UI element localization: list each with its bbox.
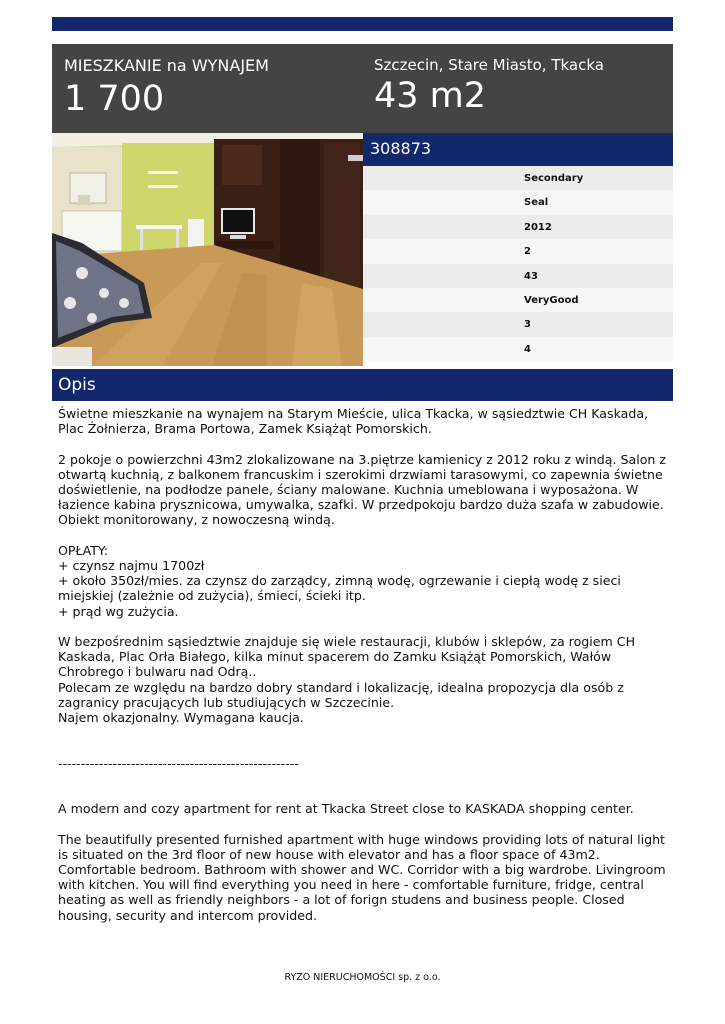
property-value: 2012	[524, 221, 552, 233]
property-row	[363, 190, 673, 214]
property-row	[363, 166, 673, 190]
property-value: 2	[524, 246, 531, 258]
apartment-photo	[52, 133, 363, 366]
description-paragraph: A modern and cozy apartment for rent at Tkacka Street close to KASKADA shopping center.	[58, 801, 634, 817]
description-paragraph: Świetne mieszkanie na wynajem na Starym Mieście, ulica Tkacka, w sąsiedztwie CH Kaskada, Plac Żołnierza, Brama Portowa, Zamek Książąt Pomorskich.	[58, 406, 649, 437]
price: 1 700	[64, 79, 165, 119]
description-section-header	[52, 369, 673, 401]
description-paragraph: The beautifully presented furnished apartment with huge windows providing lots of natural light is situated on the 3rd floor of new house with elevator and has a floor space of 43m2. Comfortable bedroom. Bathroom with shower and WC. Corridor with a big wardrobe. Livingroom with kitchen. You will find everything you need in here - comfortable furniture, fridge, central heating as well as friendly neighbors - a lot of forign studens and business people. Closed housing, security and intercom provided.	[58, 831, 666, 923]
property-value: Secondary	[524, 173, 584, 184]
location: Szczecin, Stare Miasto, Tkacka	[374, 56, 604, 74]
offer-type: MIESZKANIE na WYNAJEM	[64, 56, 269, 75]
property-row	[363, 312, 673, 336]
description-paragraph: W bezpośrednim sąsiedztwie znajduje się wiele restauracji, klubów i sklepów, za rogiem CH Kaskada, Plac Orła Białego, kilka minut spacerem do Zamku Książąt Pomorskich, Wałów Chrobrego i bulwaru nad Odrą.. Polecam ze względu na bardzo dobry standard i lokalizację, idealna propozycja dla osób z zagranicy pracujących lub studiujących w Szczecinie. Najem okazjonalny. Wymagana kaucja.	[58, 634, 636, 726]
property-value: 4	[524, 343, 531, 355]
properties-table	[363, 166, 673, 361]
property-row	[363, 337, 673, 361]
top-accent-bar	[52, 17, 673, 31]
property-value: Seal	[524, 197, 549, 209]
property-row	[363, 264, 673, 288]
description-paragraph: 2 pokoje o powierzchni 43m2 zlokalizowane na 3.piętrze kamienicy z 2012 roku z windą. Salon z otwartą kuchnią, z balkonem francuskim i szerokimi drzwiami tarasowymi, co zapewnia świetne doświetlenie, na podłodze panele, ściany malowane. Kuchnia umeblowana i wyposażona. W łazience kabina prysznicowa, umywalka, szafki. W przedpokoju bardzo duża szafa w zabudowie. Obiekt monitorowany, z nowoczesną windą.	[58, 451, 667, 528]
property-value: VeryGood	[524, 294, 579, 306]
area: 43 m2	[374, 76, 487, 116]
listing-id-bar	[363, 133, 673, 166]
description-body	[58, 406, 670, 923]
section-title: Opis	[58, 375, 96, 395]
separator-line: -----------------------------------------------------	[58, 755, 299, 771]
property-value: 43	[524, 270, 538, 282]
header-right	[374, 55, 604, 117]
header-left	[64, 56, 269, 120]
property-row	[363, 215, 673, 239]
property-row	[363, 239, 673, 263]
footer-company: RYZO NIERUCHOMOŚCI sp. z o.o.	[284, 972, 441, 983]
property-value: 3	[524, 319, 531, 331]
listing-id: 308873	[370, 139, 432, 158]
listing-header	[52, 44, 673, 133]
fees-paragraph: OPŁATY: + czynsz najmu 1700zł + około 350zł/mies. za czynsz do zarządcy, zimną wodę, ogrzewanie i ciepłą wodę z sieci miejskiej (zależnie od zużycia), śmieci, ścieki itp. + prąd wg zużycia.	[58, 542, 621, 619]
property-row	[363, 288, 673, 312]
